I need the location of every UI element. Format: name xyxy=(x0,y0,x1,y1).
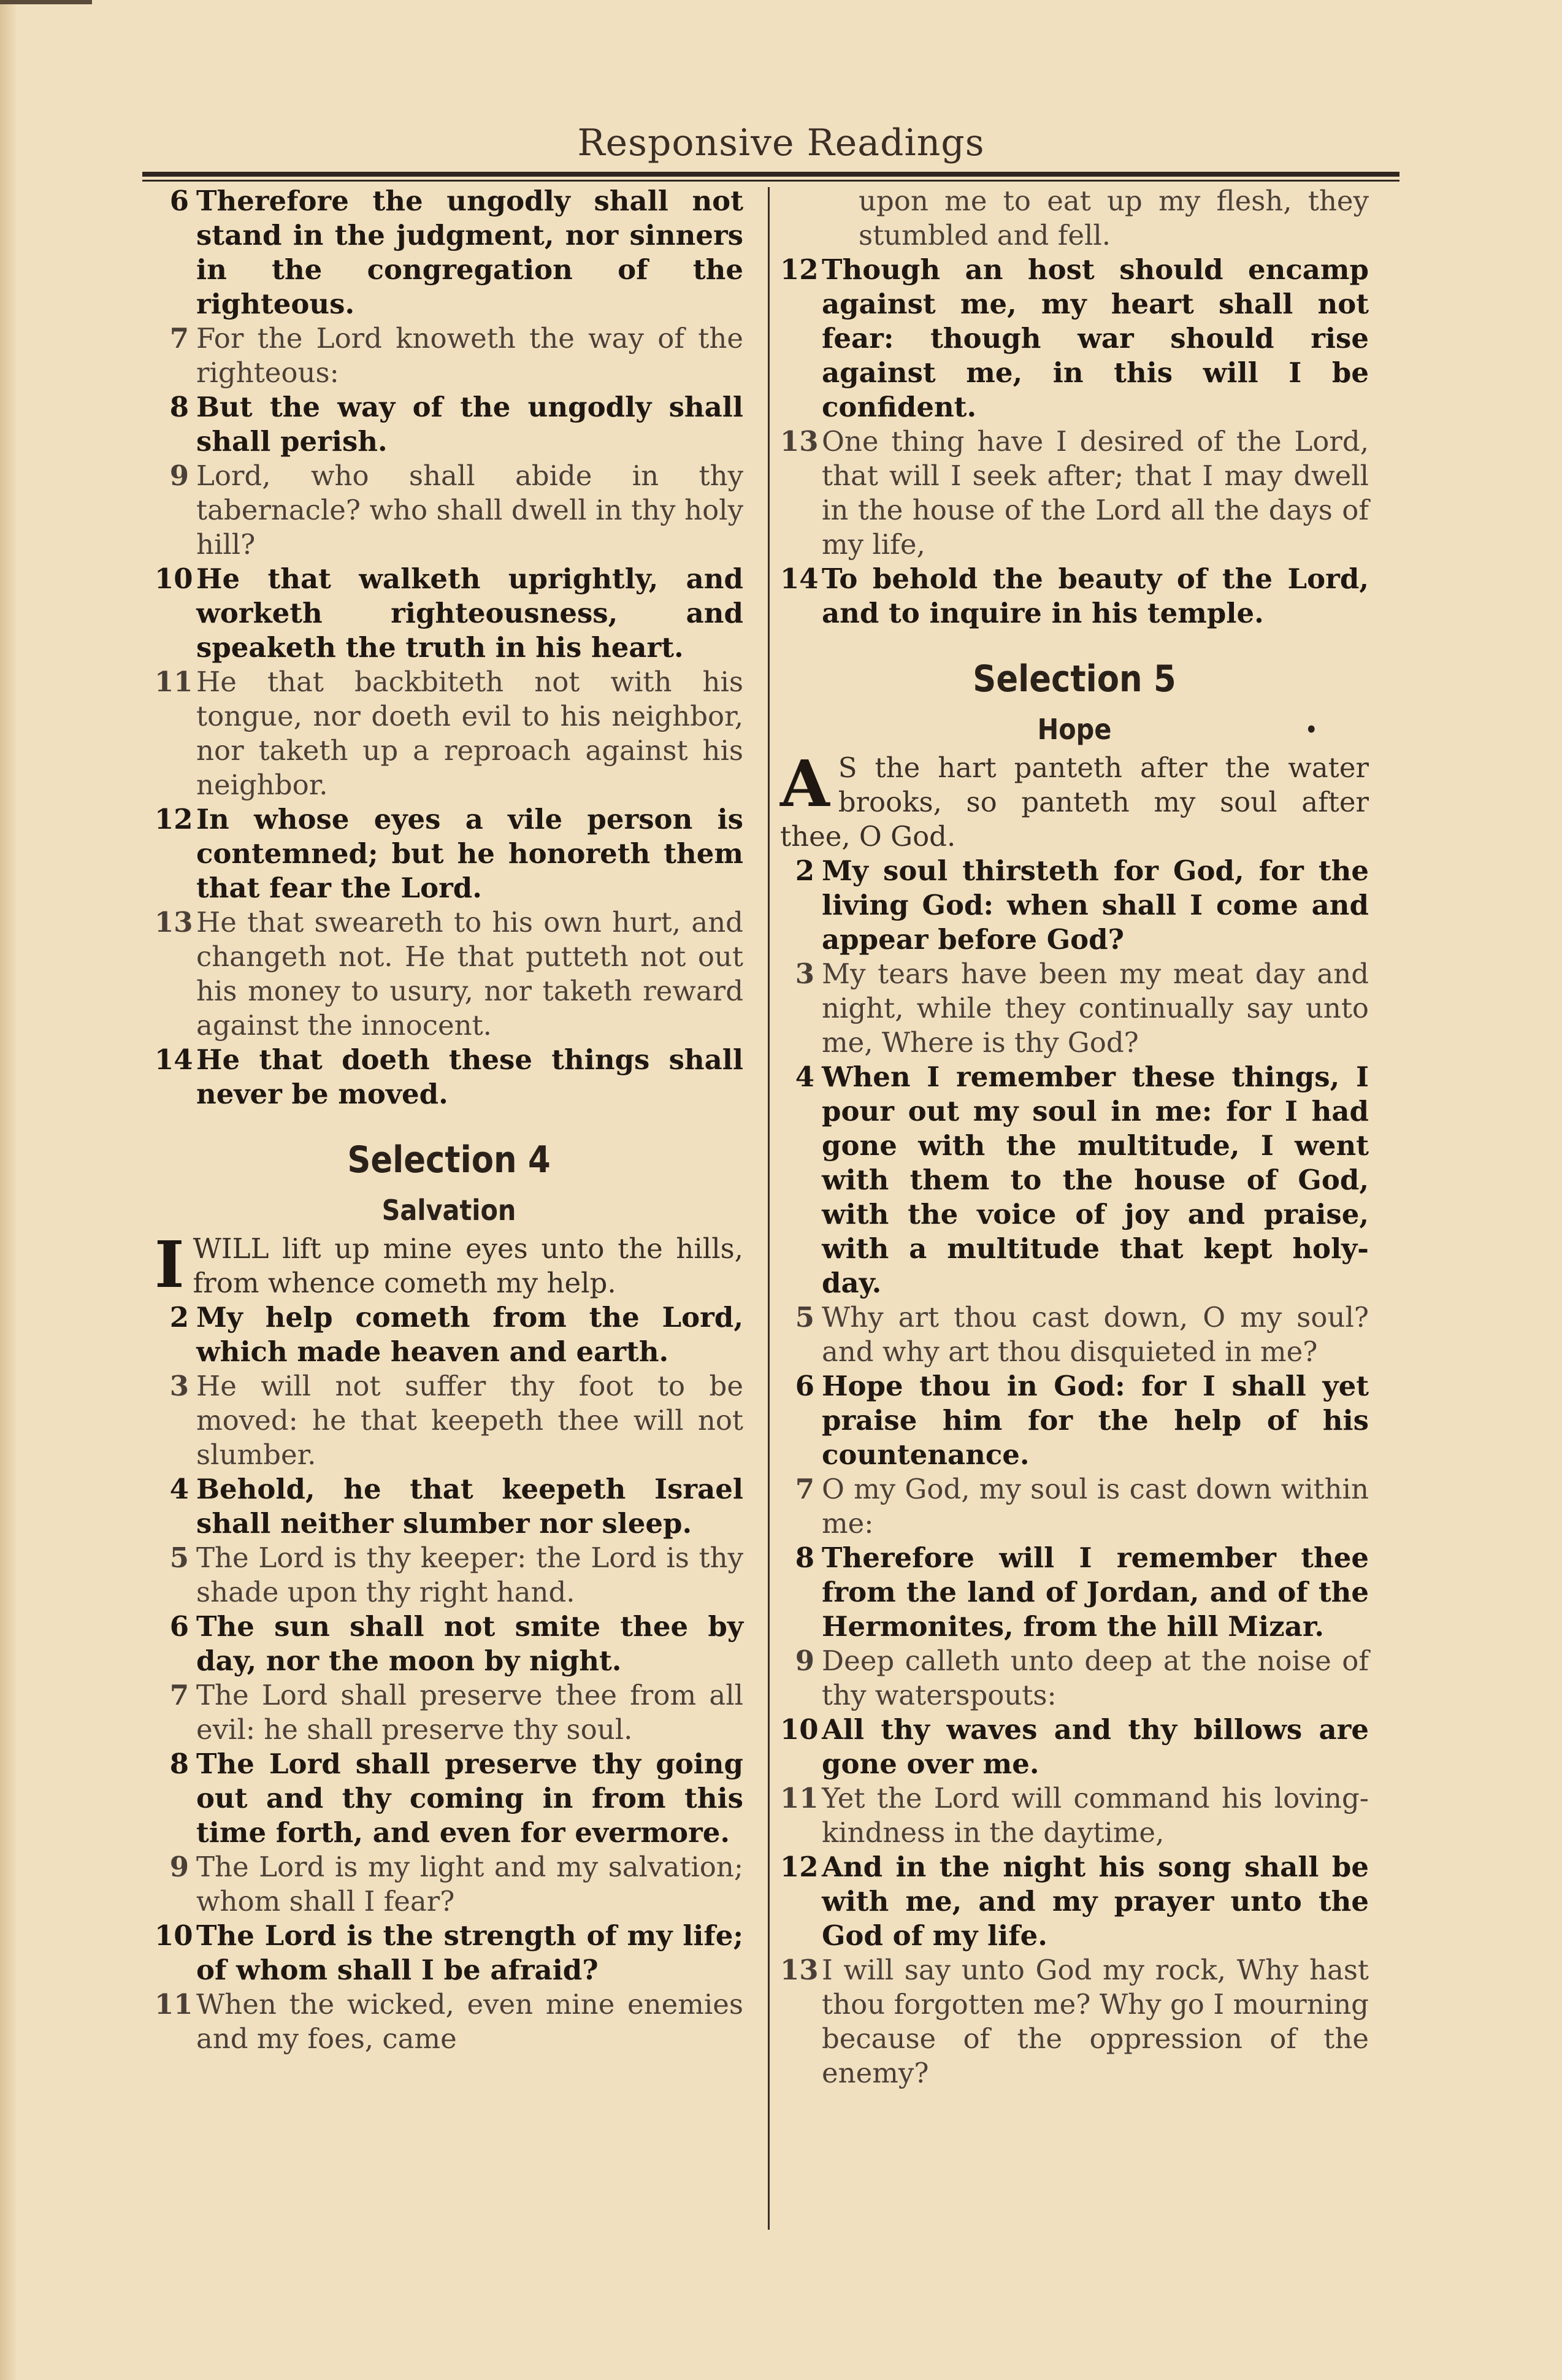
verse-text: Yet the Lord will command his loving-kindness in the daytime, xyxy=(822,1782,1369,1849)
verse xyxy=(155,1300,743,1369)
verse-text: The sun shall not smite thee by day, nor the moon by night. xyxy=(196,1610,743,1677)
selection-4-opening xyxy=(155,1227,743,1302)
right-column xyxy=(780,184,1369,2090)
verse-text: The Lord is my light and my salvation; whom shall I fear? xyxy=(196,1851,743,1917)
verse-number: 10 xyxy=(155,1919,193,1952)
verse xyxy=(780,957,1369,1060)
bullet-mark: • xyxy=(1305,718,1317,742)
verse-text: The Lord shall preserve thee from all evil: he shall preserve thy soul. xyxy=(196,1679,743,1746)
verse-text: My help cometh from the Lord, which made heaven and earth. xyxy=(196,1301,743,1368)
verse-number: 13 xyxy=(780,425,819,458)
drop-cap: I xyxy=(155,1227,185,1302)
verse-text: For the Lord knoweth the way of the righteous: xyxy=(196,322,743,389)
verse-number: 8 xyxy=(169,1748,189,1780)
verse-text: The Lord is thy keeper: the Lord is thy shade upon thy right hand. xyxy=(196,1541,743,1608)
verse-text: When I remember these things, I pour out my soul in me: for I had gone with the multitude, I went with them to the house of God, with the voice of joy and praise, with a multitude that kept holy-day. xyxy=(822,1061,1369,1299)
verse-number: 7 xyxy=(795,1473,814,1505)
header-rule-thin xyxy=(142,180,1399,182)
verse xyxy=(780,1781,1369,1850)
verse xyxy=(155,459,743,562)
verse xyxy=(155,1610,743,1678)
verse xyxy=(155,321,743,390)
verse-number: 11 xyxy=(780,1782,819,1814)
verse-number: 12 xyxy=(155,803,193,835)
verse-number: 13 xyxy=(155,906,193,939)
corner-mark xyxy=(0,0,92,4)
verse-text: Therefore will I remember thee from the land of Jordan, and of the Hermonites, from the hill Mizar. xyxy=(822,1541,1369,1643)
verse-number: 8 xyxy=(795,1541,814,1574)
verse xyxy=(780,253,1369,424)
verse xyxy=(155,562,743,665)
verse-number: 4 xyxy=(169,1473,189,1505)
page-title: Responsive Readings xyxy=(577,121,985,164)
drop-cap: A xyxy=(780,746,830,821)
left-column xyxy=(155,184,743,2056)
verse-text: All thy waves and thy billows are gone over me. xyxy=(822,1713,1369,1780)
verse xyxy=(780,1541,1369,1644)
verse-text: I will say unto God my rock, Why hast thou forgotten me? Why go I mourning because of the oppression of the enemy? xyxy=(822,1954,1369,2089)
verse-continuation xyxy=(780,184,1369,253)
verse-number: 10 xyxy=(155,562,193,595)
verse-number: 2 xyxy=(169,1301,189,1334)
verse-number: 6 xyxy=(169,1610,189,1643)
verse-text: Therefore the ungodly shall not stand in the judgment, nor sinners in the congregation of the righteous. xyxy=(196,185,743,320)
verse xyxy=(155,1987,743,2056)
verse xyxy=(780,1300,1369,1369)
verse xyxy=(780,1060,1369,1300)
verse-number: 14 xyxy=(780,562,819,595)
verse xyxy=(155,390,743,459)
verse-text: To behold the beauty of the Lord, and to inquire in his temple. xyxy=(822,562,1369,629)
opening-text: WILL lift up mine eyes unto the hills, from whence cometh my help. xyxy=(193,1232,743,1299)
verse-text: One thing have I desired of the Lord, that will I seek after; that I may dwell in the house of the Lord all the days of my life, xyxy=(822,425,1369,561)
verse-number: 4 xyxy=(795,1061,814,1093)
header-rule xyxy=(142,172,1399,177)
verse xyxy=(155,665,743,802)
verse xyxy=(155,1747,743,1850)
verse-number: 12 xyxy=(780,1851,819,1883)
verse xyxy=(155,1043,743,1111)
verse xyxy=(780,1369,1369,1472)
verse-number: 11 xyxy=(155,666,193,698)
selection-4-title: Selection 4 xyxy=(347,1138,551,1181)
verse-number: 9 xyxy=(169,1851,189,1883)
verse xyxy=(155,905,743,1043)
verse-text: The Lord shall preserve thy going out and thy coming in from this time forth, and even for evermore. xyxy=(196,1748,743,1849)
verse-text: And in the night his song shall be with me, and my prayer unto the God of my life. xyxy=(822,1851,1369,1952)
verse xyxy=(155,1541,743,1610)
verse-text: But the way of the ungodly shall shall perish. xyxy=(196,391,743,458)
verse-number: 7 xyxy=(169,1679,189,1711)
opening-text: S the hart panteth after the water brooks, so panteth my soul after thee, O God. xyxy=(780,751,1369,853)
verse-number: 9 xyxy=(169,459,189,492)
verse-text: Lord, who shall abide in thy tabernacle? who shall dwell in thy holy hill? xyxy=(196,459,743,561)
verse-number: 3 xyxy=(795,958,814,990)
verse xyxy=(155,1472,743,1541)
verse-number: 5 xyxy=(169,1541,189,1574)
verse xyxy=(155,1678,743,1747)
selection-5-opening xyxy=(780,746,1369,854)
verse-number: 2 xyxy=(795,854,814,887)
verse-number: 13 xyxy=(780,1954,819,1986)
verse xyxy=(780,1953,1369,2090)
verse-number: 8 xyxy=(169,391,189,423)
verse-text: Deep calleth unto deep at the noise of thy waterspouts: xyxy=(822,1645,1369,1711)
verse-text: He will not suffer thy foot to be moved: he that keepeth thee will not slumber. xyxy=(196,1370,743,1471)
verse-number: 12 xyxy=(780,253,819,286)
verse-text: He that doeth these things shall never be moved. xyxy=(196,1043,743,1110)
psalm-continuation xyxy=(780,253,1369,631)
verse-number: 3 xyxy=(169,1370,189,1402)
verse-text: Why art thou cast down, O my soul? and why art thou disquieted in me? xyxy=(822,1301,1369,1368)
verse-number: 14 xyxy=(155,1043,193,1076)
selection-5-verses xyxy=(780,854,1369,2090)
verse xyxy=(780,562,1369,631)
verse-text: My soul thirsteth for God, for the living God: when shall I come and appear before God? xyxy=(822,854,1369,956)
verse-number: 9 xyxy=(795,1645,814,1677)
verse xyxy=(155,184,743,321)
verse xyxy=(780,1713,1369,1781)
verse-number: 6 xyxy=(795,1370,814,1402)
verse-number: 10 xyxy=(780,1713,819,1746)
verse-text: When the wicked, even mine enemies and my foes, came xyxy=(196,1988,743,2055)
verse xyxy=(780,1644,1369,1713)
verse-text: In whose eyes a vile person is contemned; but he honoreth them that fear the Lord. xyxy=(196,803,743,904)
verse xyxy=(155,802,743,905)
selection-5-subtitle-text: Hope xyxy=(1037,713,1112,746)
verse xyxy=(155,1850,743,1919)
verse xyxy=(780,854,1369,957)
psalm-continuation xyxy=(155,184,743,1111)
page-edge xyxy=(0,0,16,2380)
verse xyxy=(155,1919,743,1987)
verse xyxy=(780,1850,1369,1953)
verse-text: He that backbiteth not with his tongue, nor doeth evil to his neighbor, nor taketh up a reproach against his neighbor. xyxy=(196,666,743,801)
selection-5-subtitle xyxy=(810,713,1339,746)
selection-4-subtitle: Salvation xyxy=(381,1194,516,1227)
verse-number: 5 xyxy=(795,1301,814,1334)
verse-text: The Lord is the strength of my life; of whom shall I be afraid? xyxy=(196,1919,743,1986)
verse-number: 11 xyxy=(155,1988,193,2021)
verse xyxy=(780,424,1369,562)
verse-number: 7 xyxy=(169,322,189,355)
column-divider xyxy=(768,187,770,2230)
verse-text: Behold, he that keepeth Israel shall neither slumber nor sleep. xyxy=(196,1473,743,1540)
verse-text: My tears have been my meat day and night, while they continually say unto me, Where is thy God? xyxy=(822,958,1369,1059)
verse xyxy=(155,1369,743,1472)
verse-text: Hope thou in God: for I shall yet praise him for the help of his countenance. xyxy=(822,1370,1369,1471)
verse-text: He that sweareth to his own hurt, and changeth not. He that putteth not out his money to usury, nor taketh reward against the innocent. xyxy=(196,906,743,1042)
verse-text: O my God, my soul is cast down within me: xyxy=(822,1473,1369,1540)
selection-4-verses xyxy=(155,1300,743,2056)
verse xyxy=(780,1472,1369,1541)
verse-text: upon me to eat up my flesh, they stumbled and fell. xyxy=(859,185,1369,251)
selection-5-title: Selection 5 xyxy=(973,658,1176,701)
verse-text: Though an host should encamp against me, my heart shall not fear: though war should rise against me, in this will I be confident. xyxy=(822,253,1369,423)
verse-number: 6 xyxy=(169,185,189,217)
verse-text: He that walketh uprightly, and worketh righteousness, and speaketh the truth in his heart. xyxy=(196,562,743,664)
